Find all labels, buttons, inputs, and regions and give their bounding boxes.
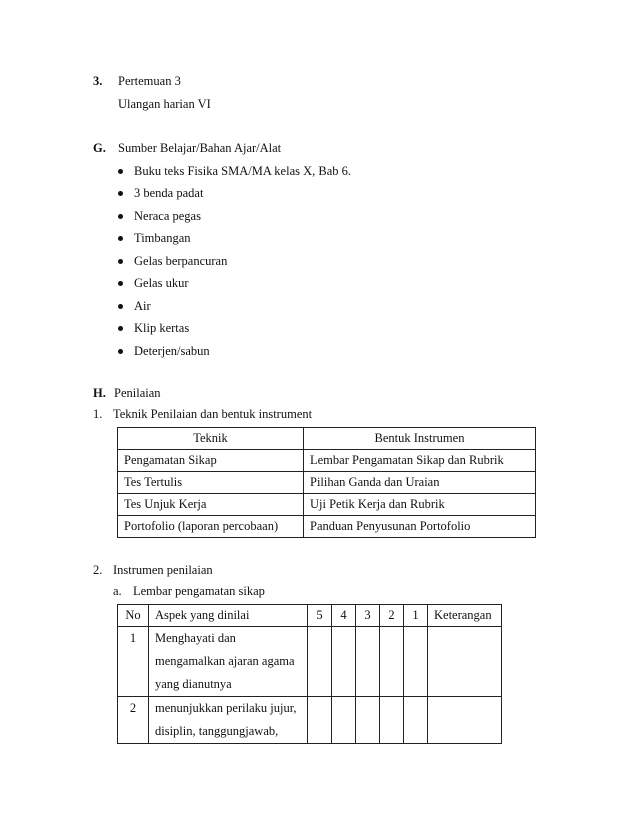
score-cell[interactable] [380, 697, 404, 744]
table-header: 2 [380, 605, 404, 627]
score-cell[interactable] [308, 627, 332, 697]
attitude-observation-table [117, 604, 502, 744]
score-cell[interactable] [404, 627, 428, 697]
table-row [118, 697, 502, 744]
list-item: Buku teks Fisika SMA/MA kelas X, Bab 6. [118, 164, 351, 179]
table-row [118, 472, 536, 494]
score-cell[interactable] [308, 697, 332, 744]
keterangan-cell[interactable] [428, 697, 502, 744]
table-header-row [118, 605, 502, 627]
bullet-icon [118, 259, 123, 264]
keterangan-cell[interactable] [428, 627, 502, 697]
bullet-icon [118, 169, 123, 174]
bullet-icon [118, 349, 123, 354]
table-cell: Tes Unjuk Kerja [118, 494, 304, 516]
section-g-title: Sumber Belajar/Bahan Ajar/Alat [118, 141, 282, 155]
table-cell: Tes Tertulis [118, 472, 304, 494]
subsection-1-number: 1. [93, 407, 103, 421]
score-cell[interactable] [332, 697, 356, 744]
list-item: Klip kertas [118, 321, 189, 336]
table-row [118, 516, 536, 538]
section-g-letter: G. [93, 141, 106, 155]
bullet-icon [118, 191, 123, 196]
pertemuan-label: Pertemuan 3 [118, 74, 181, 88]
bullet-icon [118, 281, 123, 286]
score-cell[interactable] [404, 697, 428, 744]
table-header: Teknik [118, 428, 304, 450]
score-cell[interactable] [356, 627, 380, 697]
score-cell[interactable] [380, 627, 404, 697]
subsection-2-title: Instrumen penilaian [113, 563, 213, 577]
bullet-icon [118, 326, 123, 331]
bullet-icon [118, 236, 123, 241]
bullet-icon [118, 304, 123, 309]
technique-table [117, 427, 536, 538]
subsection-2-number: 2. [93, 563, 103, 577]
table-header: 5 [308, 605, 332, 627]
subsection-2a-letter: a. [113, 584, 122, 598]
list-item: Gelas berpancuran [118, 254, 227, 269]
subsection-1-title: Teknik Penilaian dan bentuk instrument [113, 407, 313, 421]
table-header: No [118, 605, 149, 627]
list-item: Gelas ukur [118, 276, 189, 291]
aspek-line: Menghayati dan [155, 631, 236, 645]
table-cell: Pilihan Ganda dan Uraian [304, 472, 536, 494]
table-header: 1 [404, 605, 428, 627]
aspek-line: mengamalkan ajaran agama [155, 654, 295, 668]
pertemuan-number: 3. [93, 74, 103, 88]
score-cell[interactable] [356, 697, 380, 744]
table-header: Keterangan [428, 605, 502, 627]
table-header: 3 [356, 605, 380, 627]
table-cell-aspek [149, 627, 308, 697]
bullet-icon [118, 214, 123, 219]
aspek-line: disiplin, tanggungjawab, [155, 724, 279, 738]
table-header-row [118, 428, 536, 450]
list-item: Timbangan [118, 231, 191, 246]
table-header: Bentuk Instrumen [304, 428, 536, 450]
list-item: Neraca pegas [118, 209, 201, 224]
aspek-line: menunjukkan perilaku jujur, [155, 701, 297, 715]
table-cell: Lembar Pengamatan Sikap dan Rubrik [304, 450, 536, 472]
list-item: Air [118, 299, 151, 314]
table-cell: Panduan Penyusunan Portofolio [304, 516, 536, 538]
list-item: 3 benda padat [118, 186, 203, 201]
table-row [118, 627, 502, 697]
pertemuan-subtitle: Ulangan harian VI [118, 97, 211, 111]
section-h-letter: H. [93, 386, 106, 400]
section-h-title: Penilaian [114, 386, 161, 400]
table-cell: Pengamatan Sikap [118, 450, 304, 472]
table-cell-aspek [149, 697, 308, 744]
aspek-line: yang dianutnya [155, 677, 232, 691]
list-item: Deterjen/sabun [118, 344, 210, 359]
score-cell[interactable] [332, 627, 356, 697]
table-header: Aspek yang dinilai [149, 605, 308, 627]
table-cell: Uji Petik Kerja dan Rubrik [304, 494, 536, 516]
subsection-2a-title: Lembar pengamatan sikap [133, 584, 265, 598]
table-row [118, 450, 536, 472]
table-cell: Portofolio (laporan percobaan) [118, 516, 304, 538]
table-header: 4 [332, 605, 356, 627]
table-cell-no: 2 [118, 697, 149, 744]
table-row [118, 494, 536, 516]
table-cell-no: 1 [118, 627, 149, 697]
